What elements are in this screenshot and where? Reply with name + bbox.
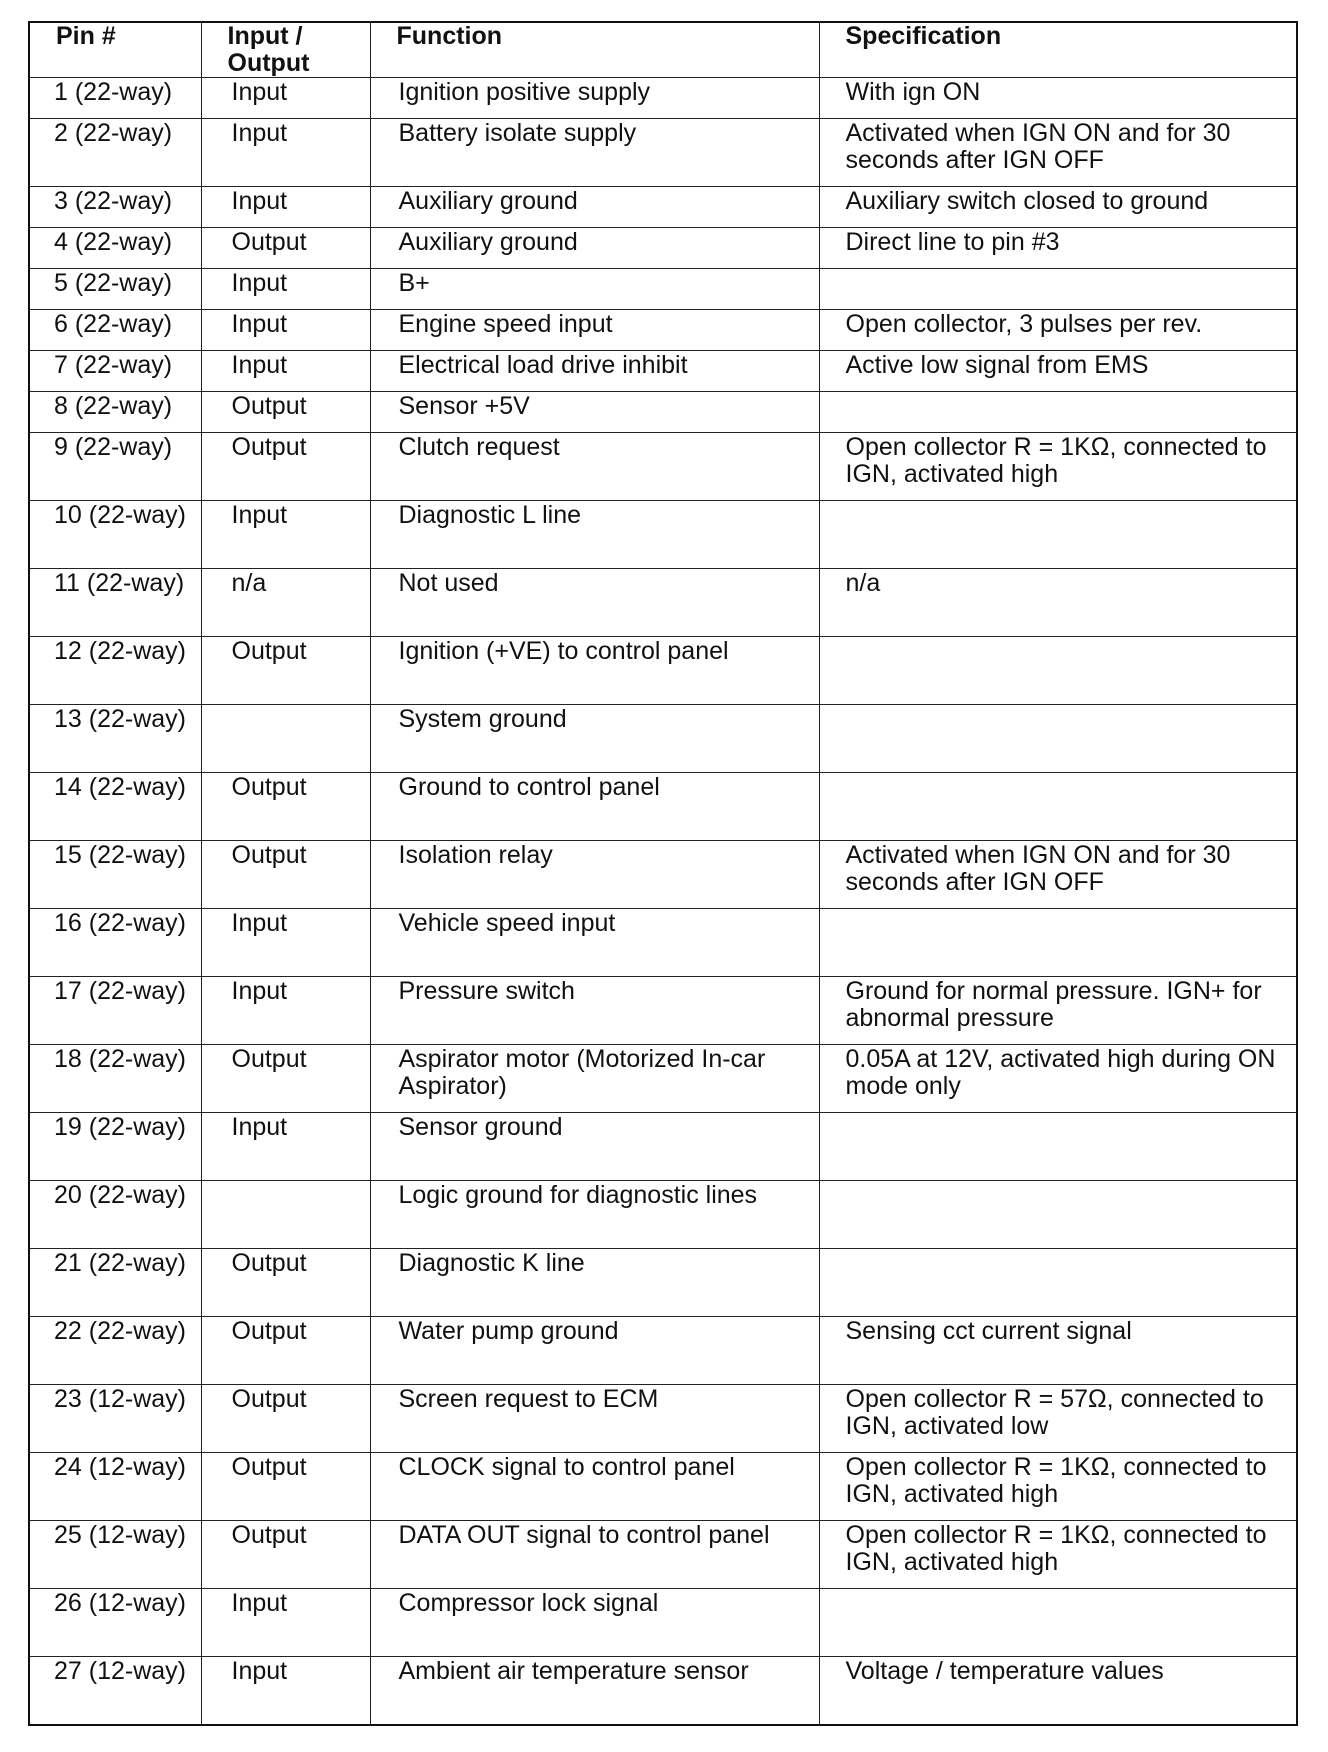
table-row — [29, 569, 1297, 637]
spec-cell: Sensing cct current signal — [819, 1317, 1297, 1385]
io-cell: Input — [201, 78, 370, 119]
spec-cell — [819, 705, 1297, 773]
io-cell: n/a — [201, 569, 370, 637]
table-row — [29, 269, 1297, 310]
io-cell: Output — [201, 1521, 370, 1589]
function-cell: Vehicle speed input — [370, 909, 819, 977]
spec-cell: Auxiliary switch closed to ground — [819, 187, 1297, 228]
io-cell: Input — [201, 351, 370, 392]
function-cell: Ground to control panel — [370, 773, 819, 841]
spec-cell — [819, 637, 1297, 705]
spec-cell — [819, 269, 1297, 310]
pin-cell: 6 (22-way) — [29, 310, 201, 351]
pin-cell: 8 (22-way) — [29, 392, 201, 433]
pin-cell: 4 (22-way) — [29, 228, 201, 269]
spec-cell: Activated when IGN ON and for 30 seconds after IGN OFF — [819, 841, 1297, 909]
io-cell: Output — [201, 228, 370, 269]
io-cell: Input — [201, 1589, 370, 1657]
pin-cell: 7 (22-way) — [29, 351, 201, 392]
pin-cell: 20 (22-way) — [29, 1181, 201, 1249]
spec-cell — [819, 1589, 1297, 1657]
spec-cell — [819, 392, 1297, 433]
table-row — [29, 1589, 1297, 1657]
io-cell: Input — [201, 977, 370, 1045]
pin-function-table — [28, 21, 1298, 1726]
function-cell: Electrical load drive inhibit — [370, 351, 819, 392]
table-row — [29, 119, 1297, 187]
spec-cell — [819, 909, 1297, 977]
pin-cell: 5 (22-way) — [29, 269, 201, 310]
function-cell: Engine speed input — [370, 310, 819, 351]
table-row — [29, 637, 1297, 705]
function-cell: DATA OUT signal to control panel — [370, 1521, 819, 1589]
function-cell: Screen request to ECM — [370, 1385, 819, 1453]
table-row — [29, 705, 1297, 773]
pin-cell: 2 (22-way) — [29, 119, 201, 187]
table-row — [29, 501, 1297, 569]
function-cell: Ambient air temperature sensor — [370, 1657, 819, 1726]
spec-cell: n/a — [819, 569, 1297, 637]
pin-cell: 15 (22-way) — [29, 841, 201, 909]
pin-cell: 9 (22-way) — [29, 433, 201, 501]
io-cell: Input — [201, 269, 370, 310]
pin-cell: 18 (22-way) — [29, 1045, 201, 1113]
pin-cell: 12 (22-way) — [29, 637, 201, 705]
spec-cell — [819, 1113, 1297, 1181]
io-cell: Output — [201, 1453, 370, 1521]
pin-cell: 24 (12-way) — [29, 1453, 201, 1521]
table-row — [29, 187, 1297, 228]
function-cell: Pressure switch — [370, 977, 819, 1045]
function-cell: Auxiliary ground — [370, 187, 819, 228]
table-row — [29, 909, 1297, 977]
table-row — [29, 1045, 1297, 1113]
function-cell: Aspirator motor (Motorized In-car Aspirator) — [370, 1045, 819, 1113]
pin-cell: 26 (12-way) — [29, 1589, 201, 1657]
table-row — [29, 1113, 1297, 1181]
spec-cell: Direct line to pin #3 — [819, 228, 1297, 269]
pin-cell: 13 (22-way) — [29, 705, 201, 773]
function-cell: Sensor +5V — [370, 392, 819, 433]
table-row — [29, 78, 1297, 119]
header-row — [29, 22, 1297, 78]
pin-cell: 3 (22-way) — [29, 187, 201, 228]
io-cell: Output — [201, 1317, 370, 1385]
io-cell: Input — [201, 1657, 370, 1726]
function-cell: Diagnostic K line — [370, 1249, 819, 1317]
table-body — [29, 78, 1297, 1726]
spec-cell: Open collector R = 1KΩ, connected to IGN, activated high — [819, 1521, 1297, 1589]
pin-cell: 14 (22-way) — [29, 773, 201, 841]
spec-cell — [819, 773, 1297, 841]
pin-cell: 11 (22-way) — [29, 569, 201, 637]
spec-cell: Open collector, 3 pulses per rev. — [819, 310, 1297, 351]
function-cell: Auxiliary ground — [370, 228, 819, 269]
io-cell: Input — [201, 501, 370, 569]
spec-cell — [819, 1181, 1297, 1249]
function-cell: Compressor lock signal — [370, 1589, 819, 1657]
spec-cell: With ign ON — [819, 78, 1297, 119]
io-cell — [201, 1181, 370, 1249]
header-pin: Pin # — [29, 22, 201, 78]
spec-cell: Open collector R = 57Ω, connected to IGN, activated low — [819, 1385, 1297, 1453]
header-input-output: Input / Output — [201, 22, 370, 78]
io-cell: Input — [201, 119, 370, 187]
spec-cell: Open collector R = 1KΩ, connected to IGN, activated high — [819, 433, 1297, 501]
table-row — [29, 1657, 1297, 1726]
io-cell: Output — [201, 1045, 370, 1113]
function-cell: Isolation relay — [370, 841, 819, 909]
function-cell: Battery isolate supply — [370, 119, 819, 187]
pin-cell: 16 (22-way) — [29, 909, 201, 977]
header-specification: Specification — [819, 22, 1297, 78]
pin-cell: 25 (12-way) — [29, 1521, 201, 1589]
function-cell: Water pump ground — [370, 1317, 819, 1385]
spec-cell: Active low signal from EMS — [819, 351, 1297, 392]
function-cell: Clutch request — [370, 433, 819, 501]
pin-cell: 1 (22-way) — [29, 78, 201, 119]
spec-cell: Activated when IGN ON and for 30 seconds after IGN OFF — [819, 119, 1297, 187]
pin-cell: 22 (22-way) — [29, 1317, 201, 1385]
table-row — [29, 1385, 1297, 1453]
table-row — [29, 228, 1297, 269]
table-row — [29, 1317, 1297, 1385]
io-cell: Output — [201, 392, 370, 433]
spec-cell: Voltage / temperature values — [819, 1657, 1297, 1726]
function-cell: System ground — [370, 705, 819, 773]
io-cell: Output — [201, 433, 370, 501]
table-row — [29, 841, 1297, 909]
pin-cell: 10 (22-way) — [29, 501, 201, 569]
table-row — [29, 773, 1297, 841]
function-cell: Logic ground for diagnostic lines — [370, 1181, 819, 1249]
io-cell: Input — [201, 187, 370, 228]
io-cell: Input — [201, 909, 370, 977]
spec-cell — [819, 501, 1297, 569]
function-cell: CLOCK signal to control panel — [370, 1453, 819, 1521]
function-cell: Not used — [370, 569, 819, 637]
function-cell: Ignition (+VE) to control panel — [370, 637, 819, 705]
io-cell: Output — [201, 841, 370, 909]
function-cell: Ignition positive supply — [370, 78, 819, 119]
table-row — [29, 433, 1297, 501]
spec-cell: Open collector R = 1KΩ, connected to IGN, activated high — [819, 1453, 1297, 1521]
function-cell: Diagnostic L line — [370, 501, 819, 569]
table-row — [29, 1521, 1297, 1589]
spec-cell: 0.05A at 12V, activated high during ON mode only — [819, 1045, 1297, 1113]
spec-cell — [819, 1249, 1297, 1317]
table-row — [29, 1453, 1297, 1521]
io-cell — [201, 705, 370, 773]
pin-cell: 27 (12-way) — [29, 1657, 201, 1726]
table-row — [29, 977, 1297, 1045]
table-row — [29, 351, 1297, 392]
function-cell: B+ — [370, 269, 819, 310]
function-cell: Sensor ground — [370, 1113, 819, 1181]
io-cell: Input — [201, 1113, 370, 1181]
table-row — [29, 1249, 1297, 1317]
table-row — [29, 392, 1297, 433]
pin-cell: 23 (12-way) — [29, 1385, 201, 1453]
io-cell: Output — [201, 1385, 370, 1453]
table-row — [29, 310, 1297, 351]
io-cell: Input — [201, 310, 370, 351]
table-header — [29, 22, 1297, 78]
io-cell: Output — [201, 1249, 370, 1317]
spec-cell: Ground for normal pressure. IGN+ for abnormal pressure — [819, 977, 1297, 1045]
io-cell: Output — [201, 773, 370, 841]
pin-cell: 17 (22-way) — [29, 977, 201, 1045]
pin-cell: 21 (22-way) — [29, 1249, 201, 1317]
table-row — [29, 1181, 1297, 1249]
io-cell: Output — [201, 637, 370, 705]
header-function: Function — [370, 22, 819, 78]
pin-cell: 19 (22-way) — [29, 1113, 201, 1181]
